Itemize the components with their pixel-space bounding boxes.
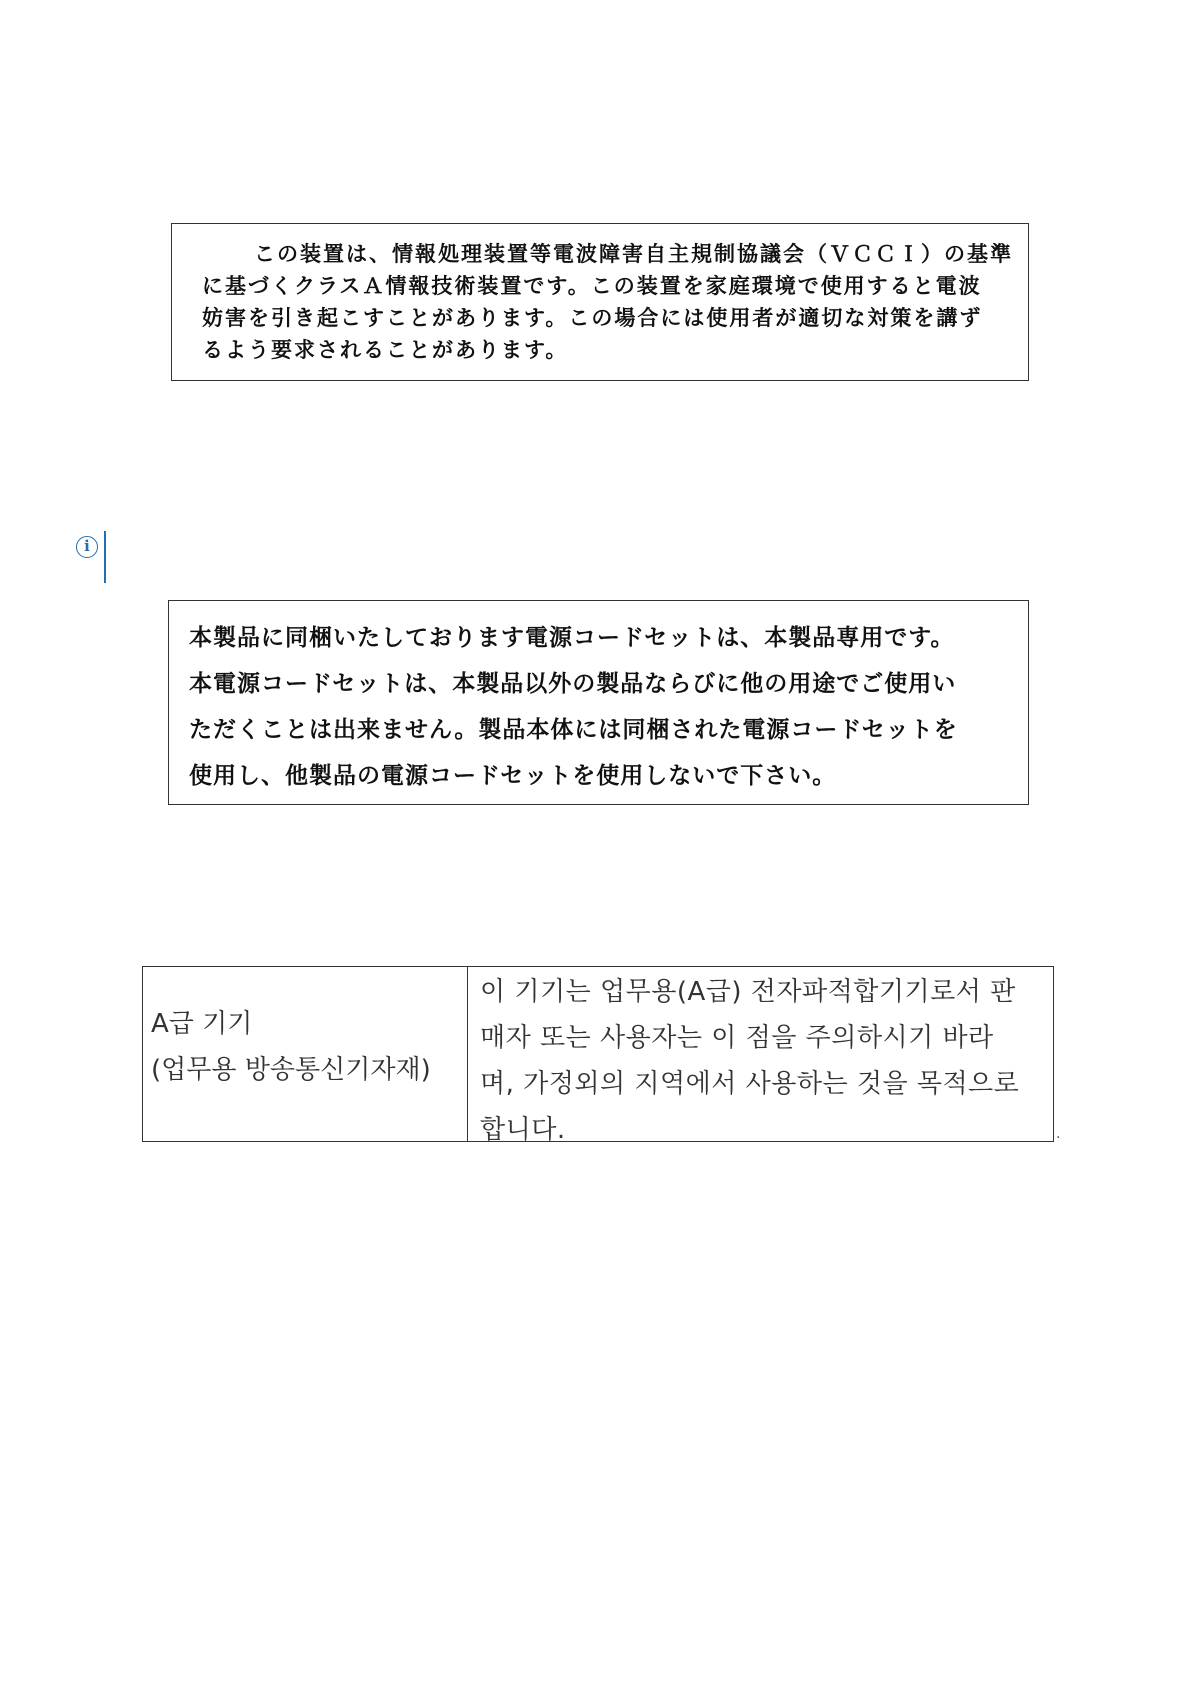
korea-notice-text-cell — [468, 967, 1053, 1145]
power-cord-notice-line: 本電源コードセットは、本製品以外の製品ならびに他の用途でご使用い — [189, 671, 957, 697]
vcci-notice-line: に基づくクラスＡ情報技術装置です。この装置を家庭環境で使用すると電波 — [202, 274, 982, 298]
korea-notice-text-line: 며, 가정외의 지역에서 사용하는 것을 목적으로 — [480, 1069, 1020, 1099]
vcci-notice-line: るよう要求されることがあります。 — [202, 338, 569, 362]
vcci-notice-box — [171, 223, 1029, 381]
note-marker-bar — [104, 531, 106, 583]
korea-notice-text-line: 이 기기는 업무용(A급) 전자파적합기기로서 판 — [480, 977, 1016, 1007]
korea-notice-class-label: A급 기기 — [151, 1009, 253, 1039]
power-cord-notice-line: 本製品に同梱いたしております電源コードセットは、本製品専用です。 — [189, 625, 955, 651]
korea-notice-class-cell — [143, 967, 468, 1141]
korea-class-a-notice-table — [142, 966, 1054, 1145]
vcci-notice-line: この装置は、情報処理装置等電波障害自主規制協議会（ＶＣＣＩ）の基準 — [254, 242, 1013, 266]
power-cord-notice-box — [168, 600, 1029, 805]
power-cord-notice-line: 使用し、他製品の電源コードセットを使用しないで下さい。 — [189, 763, 837, 789]
info-icon: i — [76, 536, 98, 558]
trailing-period: . — [1056, 1126, 1061, 1142]
korea-notice-text-line: 합니다. — [480, 1115, 566, 1145]
vcci-notice-line: 妨害を引き起こすことがあります。この場合には使用者が適切な対策を講ず — [202, 306, 983, 330]
korea-notice-text-line: 매자 또는 사용자는 이 점을 주의하시기 바라 — [480, 1023, 994, 1053]
power-cord-notice-line: ただくことは出来ません。製品本体には同梱された電源コードセットを — [189, 717, 958, 743]
korea-notice-class-sublabel: (업무용 방송통신기자재) — [151, 1055, 431, 1085]
